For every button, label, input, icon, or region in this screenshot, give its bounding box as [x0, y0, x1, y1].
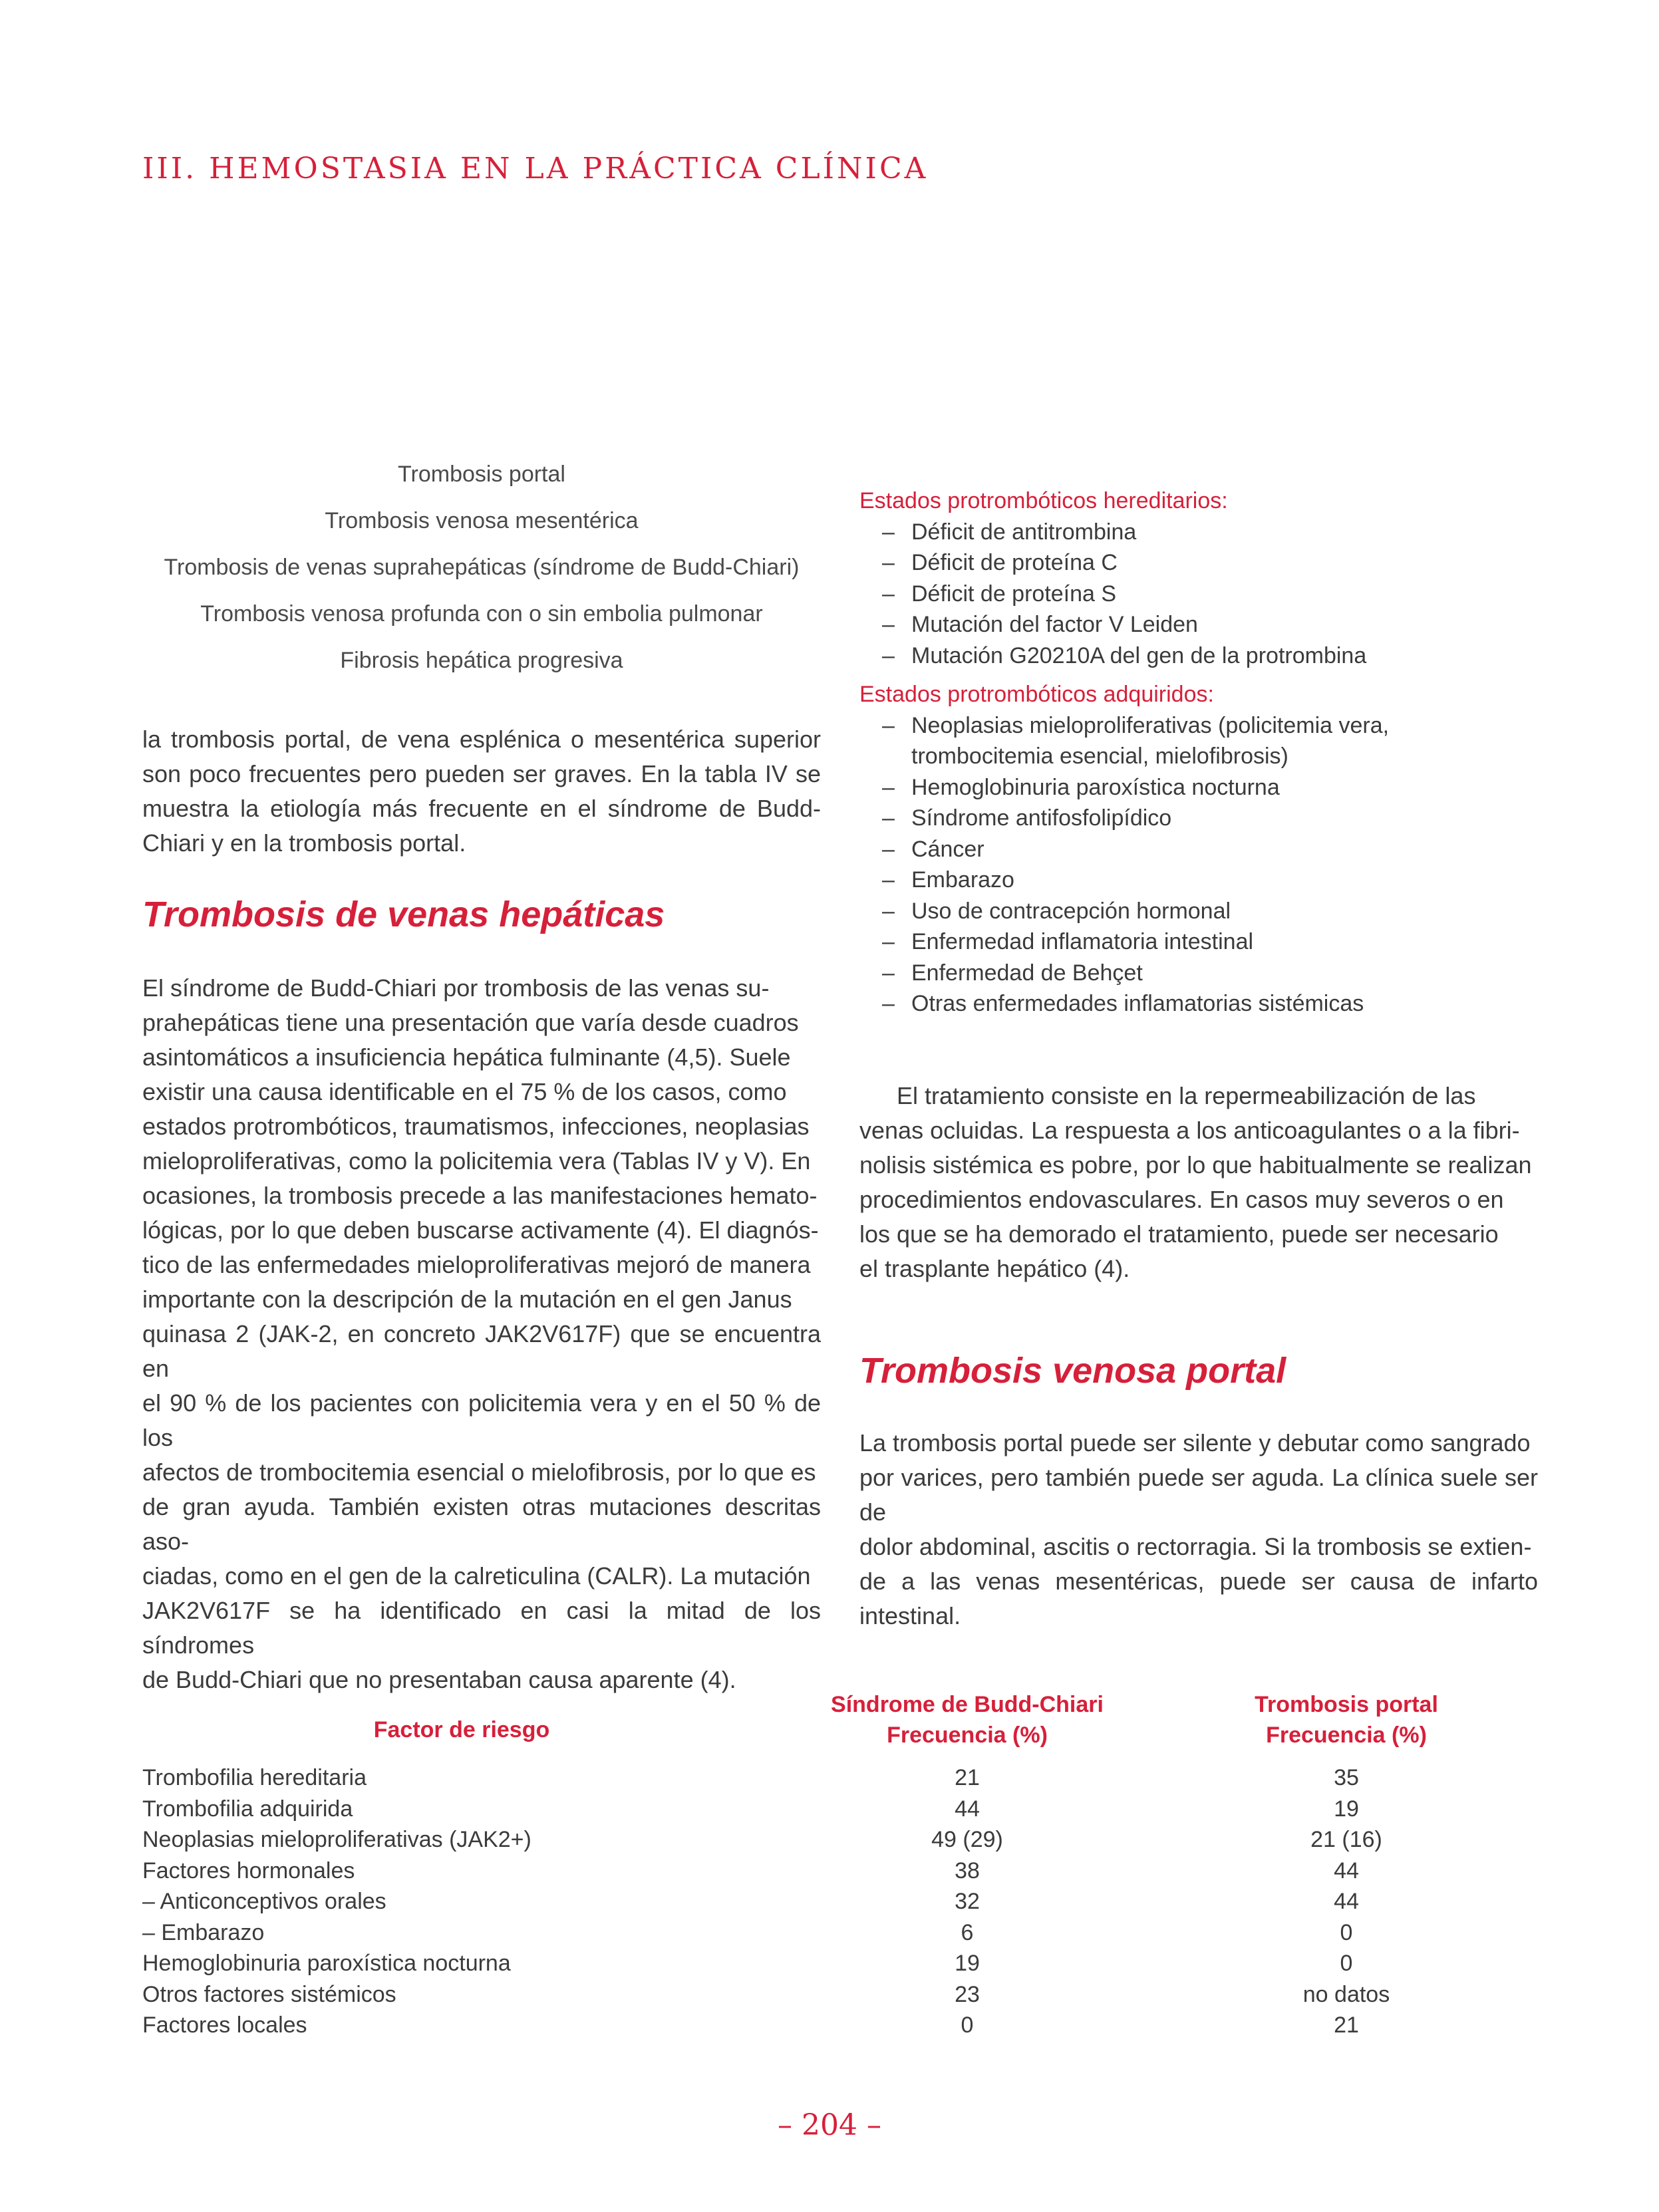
text-line: el 90 % de los pacientes con policitemia vera y en el 50 % de los [142, 1389, 821, 1451]
list-item: Trombosis portal [398, 462, 565, 487]
list-item: Fibrosis hepática progresiva [340, 648, 623, 673]
table-cell-tp: 21 (16) [1310, 1827, 1382, 1852]
list-item: – Mutación G20210A del gen de la protrombina [859, 640, 1525, 672]
table-cell-bc: 44 [955, 1796, 980, 1822]
text-line: dolor abdominal, ascitis o rectorragia. Si la trombosis se extien- [859, 1533, 1532, 1560]
table-row [142, 1917, 1539, 1949]
list-item: – Uso de contracepción hormonal [859, 896, 1525, 927]
list-item: – Neoplasias mieloproliferativas (policitemia vera, [859, 710, 1525, 742]
text-line: El síndrome de Budd-Chiari por trombosis de las venas su- [142, 974, 770, 1002]
text-line: El tratamiento consiste en la repermeabilización de las [897, 1082, 1476, 1109]
text-line: el trasplante hepático (4). [859, 1255, 1130, 1282]
table-row [142, 1948, 1539, 1979]
list-item: – Cáncer [859, 834, 1525, 865]
table-cell-tp: 19 [1334, 1796, 1359, 1822]
column-header-portal: Trombosis portal Frecuencia (%) [1255, 1692, 1438, 1748]
text-line: procedimientos endovasculares. En casos muy severos o en [859, 1186, 1504, 1213]
text-line: mieloproliferativas, como la policitemia vera (Tablas IV y V). En [142, 1147, 811, 1175]
dash-icon: – [882, 642, 895, 668]
risk-factor-table [142, 1689, 1539, 2041]
table-cell-tp: 21 [1334, 2012, 1359, 2038]
text-line: ocasiones, la trombosis precede a las manifestaciones hemato- [142, 1182, 818, 1209]
text-line: existir una causa identificable en el 75 % de los casos, como [142, 1078, 787, 1105]
table-cell-bc: 38 [955, 1858, 980, 1883]
table-row [142, 1979, 1539, 2010]
table-cell-tp: 0 [1340, 1919, 1353, 1945]
dash-icon: – [882, 960, 895, 986]
column-header-budd-chiari: Síndrome de Budd-Chiari Frecuencia (%) [831, 1692, 1104, 1748]
acquired-title: Estados protrombóticos adquiridos: [859, 682, 1214, 707]
text-line: asintomáticos a insuficiencia hepática fulminante (4,5). Suele [142, 1043, 791, 1071]
table-cell-label: Neoplasias mieloproliferativas (JAK2+) [142, 1827, 531, 1852]
table-cell-label: Trombofilia hereditaria [142, 1765, 367, 1790]
dash-icon: – [882, 581, 895, 607]
prothrombotic-states-list [859, 485, 1525, 1020]
list-item: – Síndrome antifosfolipídico [859, 803, 1525, 834]
table-cell-label: Hemoglobinuria paroxística nocturna [142, 1951, 511, 1976]
table-cell-tp: no datos [1302, 1981, 1390, 2007]
dash-icon: – [882, 712, 895, 738]
text-line: JAK2V617F se ha identificado en casi la mitad de los síndromes [142, 1597, 821, 1659]
table-row [142, 1762, 1539, 1794]
list-item: Trombosis de venas suprahepáticas (síndrome de Budd-Chiari) [164, 555, 800, 580]
dash-icon: – [882, 991, 895, 1016]
list-item: – Déficit de proteína S [859, 579, 1525, 610]
list-item: – Embarazo [859, 865, 1525, 896]
text-line: afectos de trombocitemia esencial o mielofibrosis, por lo que es [142, 1458, 816, 1486]
table-cell-bc: 19 [955, 1951, 980, 1976]
table-cell-tp: 44 [1334, 1858, 1359, 1883]
table-cell-tp: 44 [1334, 1889, 1359, 1914]
dash-icon: – [882, 836, 895, 862]
table-cell-bc: 0 [961, 2012, 974, 2038]
text-line: los que se ha demorado el tratamiento, puede ser necesario [859, 1220, 1499, 1248]
dash-icon: – [882, 805, 895, 831]
text-line: estados protrombóticos, traumatismos, infecciones, neoplasias [142, 1113, 810, 1140]
table-cell-bc: 6 [961, 1919, 974, 1945]
text-line: importante con la descripción de la mutación en el gen Janus [142, 1286, 792, 1313]
table-cell-label: Trombofilia adquirida [142, 1796, 353, 1822]
table-cell-label: – Anticonceptivos orales [142, 1889, 386, 1914]
text-line: de gran ayuda. También existen otras mutaciones descritas aso- [142, 1493, 821, 1555]
table-cell-tp: 35 [1334, 1765, 1359, 1790]
table-header-row [142, 1689, 1539, 1762]
treatment-paragraph [859, 1079, 1538, 1286]
table-cell-bc: 32 [955, 1889, 980, 1914]
table-row [142, 1886, 1539, 1917]
text-line: quinasa 2 (JAK-2, en concreto JAK2V617F) que se encuentra en [142, 1320, 821, 1382]
text-line: venas ocluidas. La respuesta a los anticoagulantes o a la fibri- [859, 1117, 1520, 1144]
dash-icon: – [882, 774, 895, 800]
table-row [142, 1856, 1539, 1887]
list-item: – Mutación del factor V Leiden [859, 609, 1525, 640]
hepatic-paragraph [142, 971, 821, 1697]
table-cell-bc: 49 (29) [931, 1827, 1003, 1852]
table-cell-label: – Embarazo [142, 1919, 265, 1945]
table-cell-bc: 23 [955, 1981, 980, 2007]
text-line: de Budd-Chiari que no presentaban causa aparente (4). [142, 1666, 736, 1693]
table-row [142, 2010, 1539, 2041]
page-number: – 204 – [778, 2108, 881, 2142]
section-heading-hepatic: Trombosis de venas hepáticas [142, 895, 665, 934]
dash-icon: – [882, 929, 895, 954]
dash-icon: – [882, 898, 895, 924]
table-cell-tp: 0 [1340, 1951, 1353, 1976]
dash-icon: – [882, 612, 895, 637]
portal-paragraph [859, 1426, 1538, 1633]
table-row [142, 1794, 1539, 1825]
table-row [142, 1824, 1539, 1856]
text-line: nolisis sistémica es pobre, por lo que habitualmente se realizan [859, 1151, 1532, 1178]
table-cell-label: Otros factores sistémicos [142, 1981, 396, 2007]
text-line: La trombosis portal puede ser silente y debutar como sangrado [859, 1429, 1531, 1456]
text-line: prahepáticas tiene una presentación que varía desde cuadros [142, 1009, 799, 1036]
running-head: III. HEMOSTASIA EN LA PRÁCTICA CLÍNICA [142, 152, 929, 186]
list-item-continuation: trombocitemia esencial, mielofibrosis) [911, 744, 1288, 769]
list-item: – Enfermedad de Behçet [859, 958, 1525, 989]
dash-icon: – [882, 550, 895, 575]
list-item: – Hemoglobinuria paroxística nocturna [859, 772, 1525, 803]
text-line: tico de las enfermedades mieloproliferativas mejoró de manera [142, 1251, 811, 1278]
list-item: – Otras enfermedades inflamatorias sistémicas [859, 988, 1525, 1020]
complications-list [142, 451, 821, 684]
table-cell-bc: 21 [955, 1765, 980, 1790]
dash-icon: – [882, 867, 895, 893]
table-cell-label: Factores locales [142, 2012, 307, 2038]
list-item: – Déficit de antitrombina [859, 517, 1525, 548]
text-line: ciadas, como en el gen de la calreticulina (CALR). La mutación [142, 1562, 811, 1590]
list-item: Trombosis venosa profunda con o sin embolia pulmonar [200, 601, 763, 626]
section-heading-portal: Trombosis venosa portal [859, 1351, 1286, 1391]
intro-paragraph: la trombosis portal, de vena esplénica o mesentérica superior son poco frecuentes pero pueden ser graves. En la tabla IV se muestra la etiología más frecuente en el síndrome de Budd-Chiari y en la trombosis portal. [142, 726, 821, 857]
text-line: por varices, pero también puede ser aguda. La clínica suele ser de [859, 1464, 1538, 1526]
text-line: lógicas, por lo que deben buscarse activamente (4). El diagnós- [142, 1216, 819, 1244]
list-item: – Enfermedad inflamatoria intestinal [859, 926, 1525, 958]
list-item: – Déficit de proteína C [859, 547, 1525, 579]
text-line: de a las venas mesentéricas, puede ser causa de infarto intestinal. [859, 1568, 1538, 1629]
table-cell-label: Factores hormonales [142, 1858, 355, 1883]
hereditary-title: Estados protrombóticos hereditarios: [859, 488, 1228, 513]
list-item: Trombosis venosa mesentérica [325, 508, 639, 533]
column-header-factor: Factor de riesgo [373, 1717, 550, 1742]
dash-icon: – [882, 519, 895, 545]
